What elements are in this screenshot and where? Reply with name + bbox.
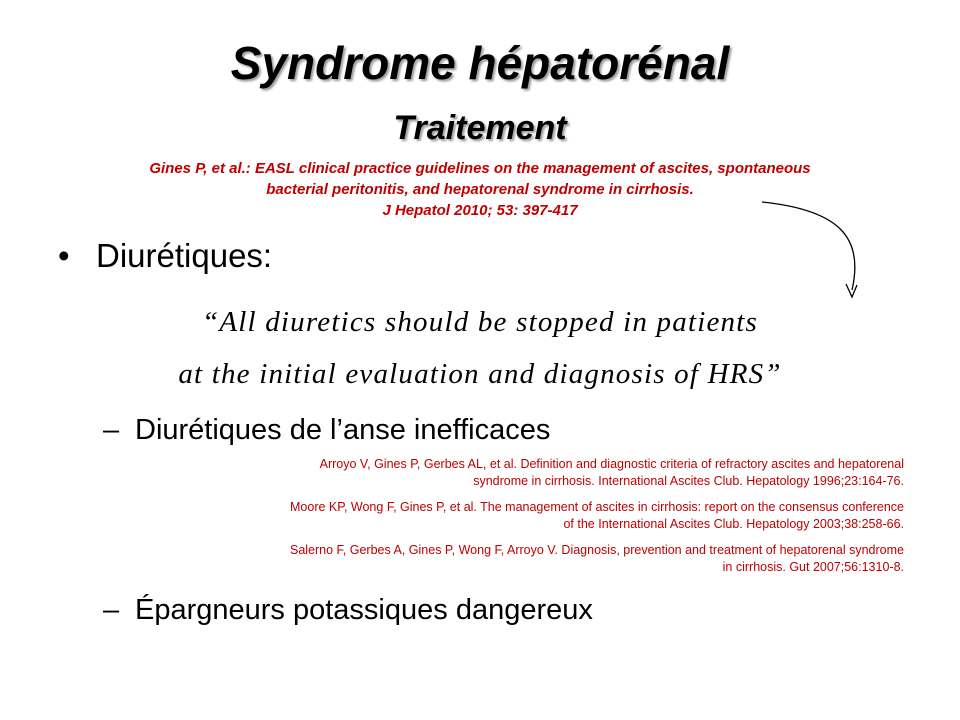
guideline-citation: [60, 158, 900, 221]
bullet-icon: •: [58, 237, 70, 274]
reference-line: Arroyo V, Gines P, Gerbes AL, et al. Definition and diagnostic criteria of refractory ascites and hepatorenal: [319, 457, 904, 471]
sub-item-loop-diuretics: [103, 412, 550, 448]
reference-salerno: [140, 542, 904, 576]
reference-line: syndrome in cirrhosis. International Ascites Club. Hepatology 1996;23:164-76.: [473, 474, 904, 488]
reference-arroyo: [140, 456, 904, 490]
sub-item-label: Épargneurs potassiques dangereux: [135, 594, 593, 626]
dash-icon: –: [103, 594, 120, 626]
quote-line-2: at the initial evaluation and diagnosis of HRS”: [178, 358, 782, 390]
slide-subtitle: Traitement: [393, 109, 567, 147]
citation-line-3: J Hepatol 2010; 53: 397-417: [382, 202, 578, 219]
reference-line: in cirrhosis. Gut 2007;56:1310-8.: [722, 560, 904, 574]
citation-line-1: Gines P, et al.: EASL clinical practice guidelines on the management of ascites, spontaneous: [149, 160, 811, 177]
reference-line: of the International Ascites Club. Hepatology 2003;38:258-66.: [563, 517, 904, 531]
citation-line-2: bacterial peritonitis, and hepatorenal syndrome in cirrhosis.: [266, 181, 694, 198]
bullet-diuretiques: [58, 236, 272, 276]
sub-item-label: Diurétiques de l’anse inefficaces: [135, 414, 551, 446]
dash-icon: –: [103, 414, 120, 446]
slide-title: Syndrome hépatorénal: [230, 37, 730, 89]
bullet-label: Diurétiques:: [96, 237, 273, 274]
reference-line: Moore KP, Wong F, Gines P, et al. The management of ascites in cirrhosis: report on the consensus conference: [290, 500, 904, 514]
quote-line-1: “All diuretics should be stopped in patients: [202, 306, 758, 338]
sub-item-potassium-sparing: [103, 592, 593, 628]
reference-moore: [140, 499, 904, 533]
reference-line: Salerno F, Gerbes A, Gines P, Wong F, Arroyo V. Diagnosis, prevention and treatment of hepatorenal syndrome: [289, 543, 904, 557]
